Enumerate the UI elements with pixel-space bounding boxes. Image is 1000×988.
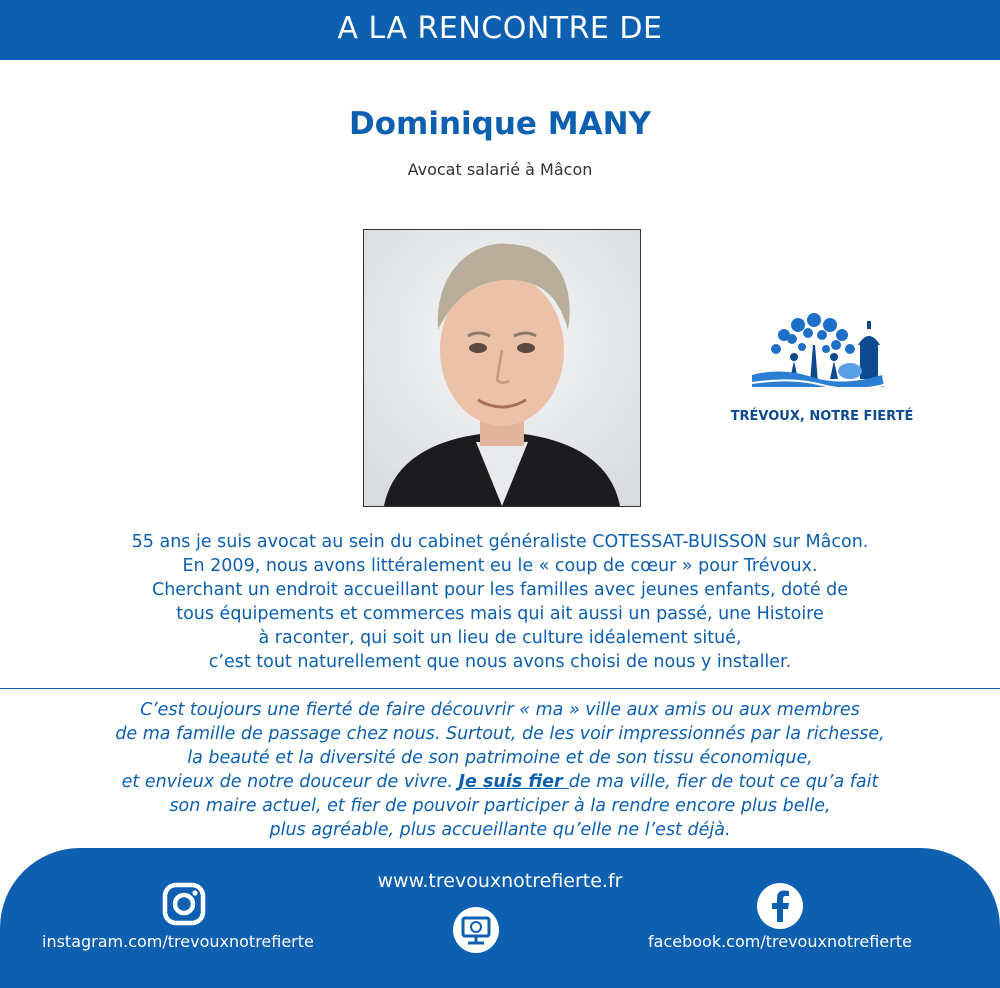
bio-line: c’est tout naturellement que nous avons choisi de nous y installer. (208, 652, 792, 672)
footer (0, 848, 1000, 988)
person-role: Avocat salarié à Mâcon (407, 160, 593, 179)
bio-line: 55 ans je suis avocat au sein du cabinet généraliste COTESSAT-BUISSON sur Mâcon. (131, 532, 869, 552)
bio-paragraph (40, 530, 960, 674)
quote-line: de ma famille de passage chez nous. Surtout, de les voir impressionnés par la richesse, (115, 724, 885, 744)
person-name: Dominique MANY (349, 106, 651, 142)
quote-line: C’est toujours une fierté de faire découvrir « ma » ville aux amis ou aux membres (140, 700, 860, 720)
logo-caption: TRÉVOUX, NOTRE FIERTÉ (730, 409, 914, 424)
instagram-icon[interactable] (162, 882, 206, 926)
quote-text: et envieux de notre douceur de vivre. (121, 772, 459, 792)
website-icon[interactable] (452, 906, 500, 954)
bio-line: à raconter, qui soit un lieu de culture idéalement situé, (258, 628, 742, 648)
quote-emphasis: Je suis fier (458, 772, 569, 792)
facebook-icon[interactable] (756, 882, 804, 930)
facebook-link[interactable]: facebook.com/trevouxnotrefierte (648, 932, 912, 951)
quote-line: plus agréable, plus accueillante qu’elle ne l’est déjà. (269, 820, 731, 840)
portrait-photo (363, 229, 641, 507)
logo-emblem-icon (712, 305, 932, 405)
top-banner (0, 0, 1000, 60)
quote-paragraph (20, 698, 980, 842)
instagram-link[interactable]: instagram.com/trevouxnotrefierte (42, 932, 314, 951)
trevoux-logo (712, 305, 932, 455)
quote-text: de ma ville, fier de tout ce qu’a fait (568, 772, 879, 792)
bio-line: tous équipements et commerces mais qui ait aussi un passé, une Histoire (176, 604, 824, 624)
bio-line: Cherchant un endroit accueillant pour les familles avec jeunes enfants, doté de (151, 580, 849, 600)
quote-line (20, 770, 980, 794)
quote-line: la beauté et la diversité de son patrimoine et de son tissu économique, (187, 748, 813, 768)
section-divider (0, 688, 1000, 689)
quote-line: son maire actuel, et fier de pouvoir participer à la rendre encore plus belle, (169, 796, 831, 816)
website-link[interactable]: www.trevouxnotrefierte.fr (377, 870, 623, 892)
bio-line: En 2009, nous avons littéralement eu le « coup de cœur » pour Trévoux. (182, 556, 818, 576)
banner-title: A LA RENCONTRE DE (337, 11, 663, 46)
